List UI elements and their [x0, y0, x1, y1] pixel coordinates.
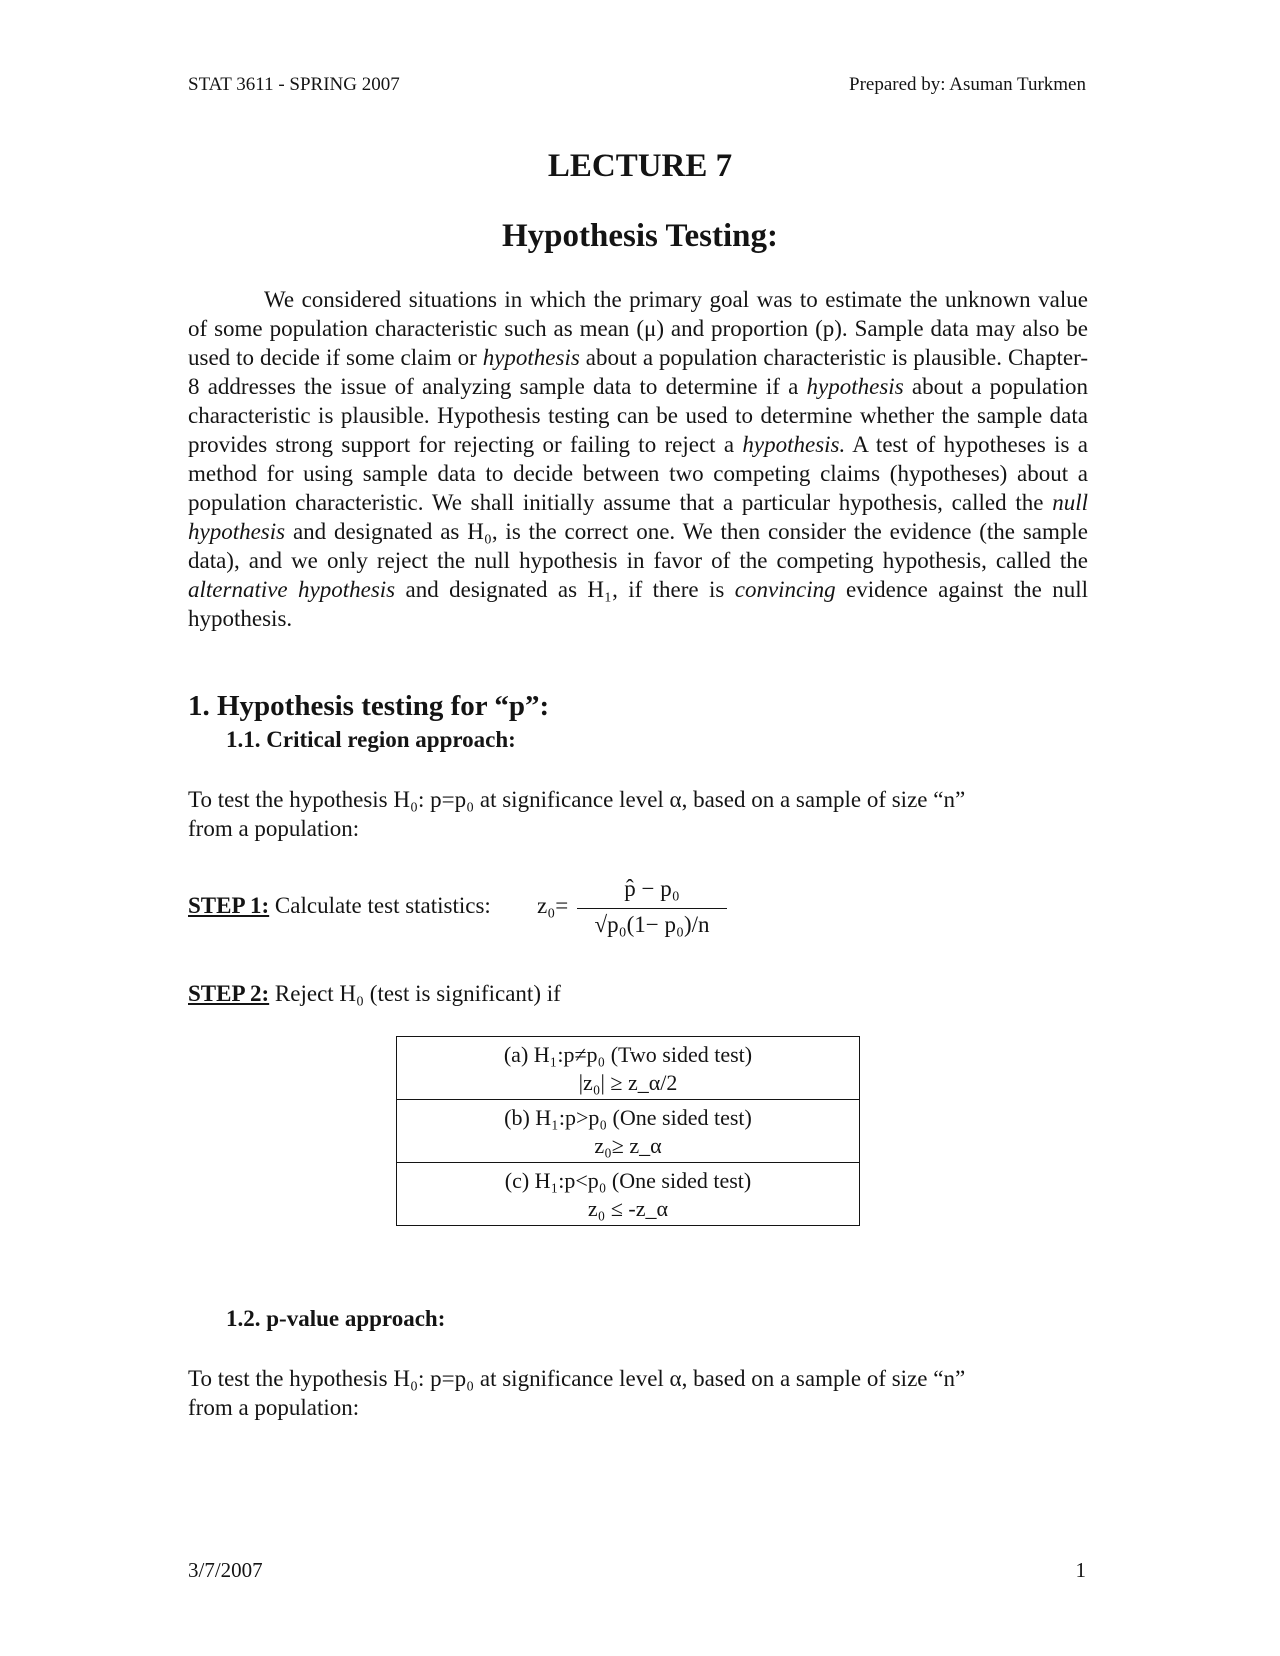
- intro-text: A test of hypotheses is a method for using sample data to decide between two competing claims (hypotheses) about a population characteristic. We shall initially assume that a particular hypothesis, called the: [188, 432, 1089, 515]
- rule-row: [397, 1163, 860, 1226]
- test-intro-line-2: from a population:: [188, 816, 360, 841]
- intro-emphasis: convincing: [734, 577, 836, 602]
- test-intro-paragraph: [188, 785, 1088, 843]
- intro-emphasis: null hypothesis: [188, 490, 1088, 544]
- page-number: 1: [1075, 1558, 1086, 1582]
- test-intro-paragraph-2: [188, 1364, 1088, 1422]
- fraction: [577, 876, 727, 946]
- formula-denominator: √p₀(1− p₀)/n: [594, 912, 710, 937]
- intro-text: about a population characteristic is plausible. Hypothesis testing can be used to determine whether the sample data provides strong support for rejecting or failing to reject a: [188, 374, 1089, 457]
- formula-numerator: p̂ − p₀: [624, 876, 680, 901]
- rule-condition: |z₀| ≥ z_α/2: [578, 1070, 678, 1095]
- section-heading-1: 1. Hypothesis testing for “p”:: [188, 690, 550, 722]
- intro-text: about a population characteristic is plausible. Chapter-8 addresses the issue of analyzing sample data to determine if a: [188, 345, 1088, 399]
- intro-text: and designated as H₀, is the correct one. We then consider the evidence (the sample data), and we only reject the null hypothesis in favor of the competing hypothesis, called the: [188, 519, 1088, 573]
- rule-hypothesis: (a) H₁:p≠p₀ (Two sided test): [503, 1042, 753, 1067]
- section-heading-1-1: 1.1. Critical region approach:: [226, 727, 516, 752]
- rule-condition: z₀ ≤ -z_α: [587, 1196, 669, 1221]
- step-1-text: Calculate test statistics:: [269, 893, 491, 918]
- intro-emphasis: hypothesis: [482, 345, 580, 370]
- rule-hypothesis: (b) H₁:p>p₀ (One sided test): [504, 1105, 752, 1130]
- intro-text: evidence against the null hypothesis.: [188, 577, 1088, 631]
- intro-emphasis: alternative hypothesis: [188, 577, 396, 602]
- intro-paragraph: [188, 285, 1088, 633]
- rule-cell: [397, 1163, 860, 1226]
- header-author: Prepared by: Asuman Turkmen: [849, 74, 1086, 95]
- rule-row: [397, 1037, 860, 1100]
- test-intro-line-1: To test the hypothesis H₀: p=p₀ at significance level α, based on a sample of size “n”: [188, 787, 966, 812]
- step-1-label: STEP 1:: [188, 893, 270, 918]
- footer-date: 3/7/2007: [188, 1558, 263, 1582]
- step-1: [188, 893, 491, 919]
- test-intro2-line-1: To test the hypothesis H₀: p=p₀ at significance level α, based on a sample of size “n”: [188, 1366, 966, 1391]
- z0-label: z₀=: [537, 893, 569, 918]
- rule-cell: [397, 1037, 860, 1100]
- rule-condition: z₀≥ z_α: [594, 1133, 662, 1158]
- step-2-label: STEP 2:: [188, 981, 270, 1006]
- fraction-bar: [577, 908, 727, 909]
- rule-cell: [397, 1100, 860, 1163]
- step-2: [188, 981, 561, 1007]
- lecture-title: LECTURE 7: [547, 148, 733, 184]
- intro-emphasis: hypothesis.: [742, 432, 846, 457]
- rule-row: [397, 1100, 860, 1163]
- lecture-subtitle: Hypothesis Testing:: [502, 218, 778, 254]
- intro-text: and designated as H₁, if there is: [395, 577, 735, 602]
- header-course: STAT 3611 - SPRING 2007: [188, 74, 400, 95]
- test-intro2-line-2: from a population:: [188, 1395, 360, 1420]
- intro-emphasis: hypothesis: [806, 374, 904, 399]
- step-2-text: Reject H₀ (test is significant) if: [269, 981, 561, 1006]
- rejection-rules-table: [396, 1036, 860, 1226]
- intro-text: We considered situations in which the primary goal was to estimate the unknown value of some population characteristic such as mean (μ) and proportion (p). Sample data may also be used to decide if some claim or: [188, 287, 1088, 370]
- section-heading-1-2: 1.2. p-value approach:: [226, 1306, 446, 1331]
- rule-hypothesis: (c) H₁:p<p₀ (One sided test): [504, 1168, 752, 1193]
